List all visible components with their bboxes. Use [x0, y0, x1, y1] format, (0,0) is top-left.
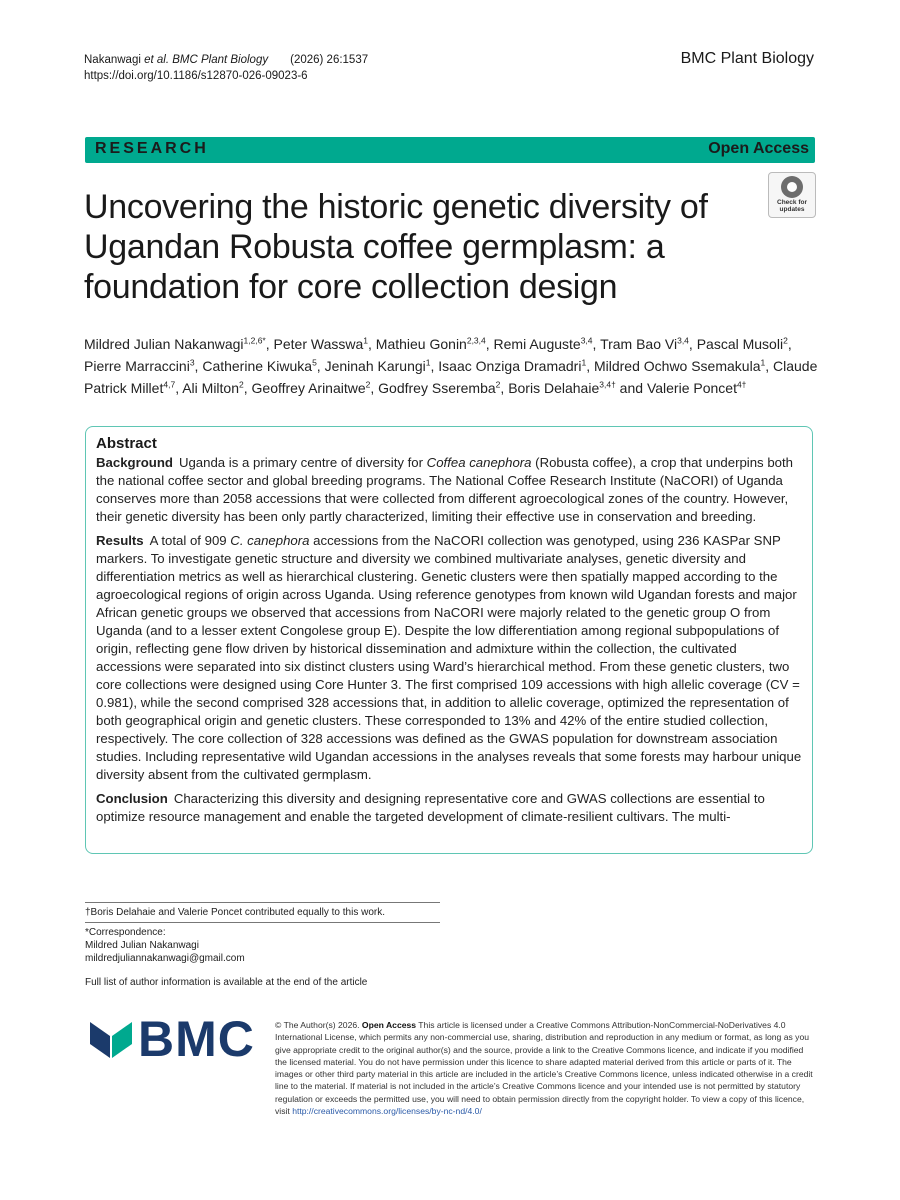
author-name: Geoffrey Arinaitwe$^2$ — [251, 379, 371, 396]
author-affiliation-marker: 2 — [783, 335, 788, 346]
citation-etal: et al. — [144, 54, 170, 66]
author-name: Ali Milton$^2$ — [182, 379, 244, 396]
author-affiliation-marker: 3,4† — [599, 379, 616, 390]
background-label: Background — [96, 455, 173, 470]
license-link[interactable]: http://creativecommons.org/licenses/by-nc-nd/4.0/ — [292, 1106, 482, 1117]
conclusion-text: Characterizing this diversity and designing representative core and GWAS collections are essential to optimize resource management and enable the targeted development of climate-resilient cultivars. The multi- — [96, 791, 765, 824]
equal-contribution-note — [85, 902, 440, 919]
abstract-conclusion — [96, 790, 802, 826]
copyright-text: © The Author(s) 2026. — [275, 1020, 360, 1030]
abstract-heading: Abstract — [96, 435, 157, 452]
correspondence-email[interactable]: mildredjuliannakanwagi@gmail.com — [85, 953, 245, 964]
correspondence-note — [85, 922, 440, 965]
open-access-label: Open Access — [708, 140, 809, 157]
license-statement — [275, 1019, 815, 1117]
background-text-1: Uganda is a primary centre of diversity for — [178, 455, 427, 470]
author-affiliation-marker: 4,7 — [163, 379, 176, 390]
author-affiliation-marker: 5 — [312, 357, 317, 368]
citation-authors — [84, 54, 268, 66]
article-type-banner — [85, 137, 815, 163]
author-affiliation-marker: 1 — [581, 357, 587, 368]
author-affiliation-marker: 3 — [189, 357, 195, 368]
license-open-access-label: Open Access — [361, 1020, 417, 1030]
citation-first-author: Nakanwagi — [84, 54, 145, 66]
author-name: Peter Wasswa$^1$ — [273, 335, 368, 352]
license-text: This article is licensed under a Creative Commons Attribution-NonCommercial-NoDerivatives 4.0 International License, which permits any non-commercial use, sharing, distribution and reproduction in any medium or format, as long as you give appropriate credit to the original author(s) and the source, provide a link to the Creative Commons licence, and indicate if you modified the licensed material. You do not have permission under this licence to share adapted material derived from this article or parts of it. The images or other third party material in this article are included in the article’s Creative Commons licence, unless indicated otherwise in a credit line to the material. If material is not included in the article’s Creative Commons licence and your intended use is not permitted by statutory regulation or exceeds the permitted use, you will need to obtain permission directly from the copyright holder. To view a copy of this licence, visit — [275, 1020, 813, 1117]
correspondence-label: *Correspondence: — [85, 927, 166, 938]
bmc-logo-icon — [86, 1014, 136, 1064]
article-type-label: RESEARCH — [95, 140, 209, 157]
author-name: Mildred Ochwo Ssemakula$^1$ — [593, 357, 766, 374]
author-affiliation-marker: 1,2,6* — [243, 335, 266, 346]
author-list: Mildred Julian Nakanwagi$^{1,2,6*}$, Peter Wasswa$^1$, Mathieu Gonin$^{2,3,4}$, Remi Auguste$^{3,4}$, Tram Bao Vi$^{3,4}$, Pascal Musoli$^2$, Pierre Marraccini$^3$, Catherine Kiwuka$^5$, Jeninah Karungi$^1$, Isaac Onziga Dramadri$^1$, Mildred Ochwo Ssemakula$^1$, Claude Patrick Millet$^{4,7}$, Ali Milton$^2$, Geoffrey Arinaitwe$^2$, Godfrey Sseremba$^2$, Boris Delahaie$^{3,4\dagger}$ and Valerie Poncet$^{4\dagger}$ — [84, 335, 818, 396]
author-affiliation-marker: 2 — [495, 379, 501, 390]
citation-volume: (2026) 26:1537 — [290, 54, 369, 66]
author-name: Catherine Kiwuka$^5$ — [202, 357, 317, 374]
author-name: Pascal Musoli$^2$ — [696, 335, 788, 352]
author-name: Mildred Julian Nakanwagi$^{1,2,6*}$ — [84, 335, 266, 352]
author-name: Jeninah Karungi$^1$ — [324, 357, 431, 374]
article-title: Uncovering the historic genetic diversity of Ugandan Robusta coffee germplasm: a foundation for core collection design — [84, 188, 708, 306]
footnote-divider — [85, 922, 440, 923]
citation-line — [84, 52, 368, 68]
author-name: Boris Delahaie$^{3,4\dagger}$ — [508, 379, 616, 396]
check-for-updates-icon — [781, 176, 803, 198]
footnote-divider — [85, 902, 440, 903]
citation-journal: BMC Plant Biology — [169, 54, 269, 66]
conclusion-label: Conclusion — [96, 791, 168, 806]
author-affiliation-marker: 1 — [760, 357, 766, 368]
species-abbrev: C. canephora — [230, 533, 310, 548]
running-header-citation — [84, 52, 368, 84]
author-name: Isaac Onziga Dramadri$^1$ — [438, 357, 587, 374]
author-affiliation-marker: 3,4 — [677, 335, 689, 346]
abstract-background — [96, 454, 802, 526]
author-affiliation-marker: 4† — [736, 379, 747, 390]
species-name: Coffea canephora — [426, 455, 532, 470]
author-affiliation-marker: 2 — [365, 379, 371, 390]
results-text-2: accessions from the NaCORI collection was genotyped, using 236 KASPar SNP markers. To investigate genetic structure and diversity we combined multivariate analyses, genetic diversity and differentiation metrics as well as hierarchical clustering. Genetic clusters were then spatially mapped according to the agroecological regions of origin across Uganda. Using reference genotypes from known wild Ugandan forests and major African genetic groups we observed that accessions from NaCORI were majorly related to the genetic group O from Uganda (and to a lesser extent Congolese group E). Despite the low differentiation among regional subpopulations of origin, reflecting gene flow driven by historical dissemination and admixture within the collection, the cultivated accessions were separated into six distinct clusters using Ward’s hierarchical method. From these genetic clusters, two core collections were designed using Core Hunter 3. The first comprised 109 accessions with high allelic coverage (CV = 0.981), while the second comprised 328 accessions that, in addition to allelic coverage, optimized the representation of both geographical origin and genetic clusters. These corresponded to 13% and 42% of the entire studied collection, respectively. The core collection of 328 accessions was defined as the GWAS population for downstream association studies. Including representative wild Ugandan accessions in the analyses reveals that some forests may harbour unique diversity absent from the cultivated germplasm. — [96, 533, 802, 782]
author-name: Mathieu Gonin$^{2,3,4}$ — [375, 335, 486, 352]
journal-name: BMC Plant Biology — [680, 50, 814, 67]
author-affiliation-marker: 2 — [239, 379, 244, 390]
results-text-1: A total of 909 — [149, 533, 231, 548]
author-name: Godfrey Sseremba$^2$ — [378, 379, 501, 396]
background-text-2: (Robusta coffee), a crop that underpins both the national coffee sector and global breeding programs. The National Coffee Research Institute (NaCORI) of Uganda conserves more than 2058 accessions that were collected from different agroecological zones of the country. However, their genetic diversity has been only partly characterized, limiting their effective use in conservation and breeding. — [96, 455, 793, 524]
author-name: Pierre Marraccini$^3$ — [84, 357, 195, 374]
author-name: Tram Bao Vi$^{3,4}$ — [600, 335, 689, 352]
check-for-updates-line2: updates — [779, 206, 805, 213]
abstract-box — [85, 426, 813, 854]
check-for-updates-line1: Check for — [777, 199, 807, 206]
author-info-note: Full list of author information is available at the end of the article — [85, 977, 368, 988]
author-name: Remi Auguste$^{3,4}$ — [493, 335, 593, 352]
equal-contribution-text: †Boris Delahaie and Valerie Poncet contributed equally to this work. — [85, 907, 385, 918]
doi-link[interactable]: https://doi.org/10.1186/s12870-026-09023-6 — [84, 70, 308, 82]
author-name: Valerie Poncet$^{4\dagger}$ — [646, 379, 747, 396]
author-name: Claude Patrick Millet$^{4,7}$ — [84, 358, 818, 396]
author-affiliation-marker: 1 — [363, 335, 368, 346]
results-label: Results — [96, 533, 144, 548]
author-affiliation-marker: 3,4 — [580, 335, 593, 346]
author-affiliation-marker: 2,3,4 — [466, 335, 486, 346]
bmc-logo-text: BMC — [138, 1011, 255, 1067]
check-for-updates-badge[interactable] — [768, 172, 816, 218]
abstract-results — [96, 532, 802, 784]
author-affiliation-marker: 1 — [425, 357, 431, 368]
correspondence-name: Mildred Julian Nakanwagi — [85, 940, 199, 951]
